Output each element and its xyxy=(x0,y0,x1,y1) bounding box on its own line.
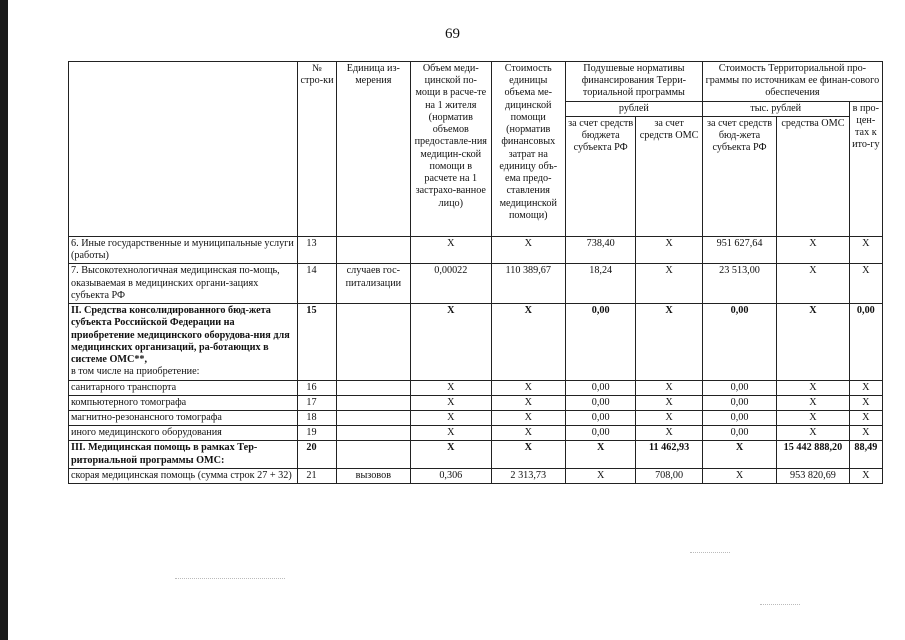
row-cost: Х xyxy=(491,441,565,468)
table-row xyxy=(69,264,883,304)
row-per-capita-oms: Х xyxy=(636,395,702,410)
header-unit: Единица из-мерения xyxy=(336,62,410,237)
header-volume: Объем меди-цинской по-мощи в расче-те на 1 жителя (норматив объемов предоставле-ния медицин-ской помощи в расчете на 1 застрахо-ванное лицо) xyxy=(411,62,491,237)
header-program-cost-unit: тыс. рублей xyxy=(702,101,849,116)
row-percent: 0,00 xyxy=(849,304,882,380)
row-unit: вызовов xyxy=(336,468,410,483)
row-unit xyxy=(336,304,410,380)
row-percent: Х xyxy=(849,380,882,395)
row-program-budget: Х xyxy=(702,441,776,468)
header-row-no: № стро-ки xyxy=(298,62,336,237)
row-name: 7. Высокотехнологичная медицинская по-мощь, оказываемая в медицинских органи-зациях субъекта РФ xyxy=(69,264,298,304)
table-row xyxy=(69,468,883,483)
row-percent: Х xyxy=(849,236,882,263)
row-percent: Х xyxy=(849,426,882,441)
row-volume: Х xyxy=(411,395,491,410)
row-number: 18 xyxy=(298,410,336,425)
header-percent: в про-цен-тах к ито-гу xyxy=(849,101,882,236)
row-name: магнитно-резонансного томографа xyxy=(69,410,298,425)
row-program-oms: 953 820,69 xyxy=(777,468,849,483)
row-unit xyxy=(336,236,410,263)
row-cost: Х xyxy=(491,395,565,410)
row-per-capita-oms: Х xyxy=(636,380,702,395)
row-per-capita-oms: Х xyxy=(636,264,702,304)
row-per-capita-budget: 0,00 xyxy=(565,395,635,410)
row-volume: 0,306 xyxy=(411,468,491,483)
row-percent: Х xyxy=(849,410,882,425)
row-per-capita-budget: 18,24 xyxy=(565,264,635,304)
row-name: 6. Иные государственные и муниципальные услуги (работы) xyxy=(69,236,298,263)
table-row xyxy=(69,441,883,468)
row-unit xyxy=(336,441,410,468)
scan-noise-line xyxy=(760,604,800,606)
row-unit: случаев гос-питализации xyxy=(336,264,410,304)
row-number: 17 xyxy=(298,395,336,410)
row-program-oms: Х xyxy=(777,410,849,425)
row-program-oms: Х xyxy=(777,264,849,304)
row-per-capita-budget: 738,40 xyxy=(565,236,635,263)
row-unit xyxy=(336,380,410,395)
table-body xyxy=(69,236,883,483)
row-volume: Х xyxy=(411,304,491,380)
page-number: 69 xyxy=(445,26,460,42)
table-row xyxy=(69,395,883,410)
row-volume: Х xyxy=(411,380,491,395)
row-name-text: II. Средства консолидированного бюд-жета субъекта Российской Федерации на приобретение медицинского оборудова-ния для медицинских организаций, ра-ботающих в системе ОМС**, xyxy=(71,305,290,366)
row-program-budget: 951 627,64 xyxy=(702,236,776,263)
header-program-cost: Стоимость Территориальной про-граммы по источникам ее финан-сового обеспечения xyxy=(702,62,882,102)
row-cost: Х xyxy=(491,304,565,380)
row-per-capita-budget: 0,00 xyxy=(565,304,635,380)
table-row xyxy=(69,410,883,425)
scan-noise-line xyxy=(175,578,285,580)
row-name: компьютерного томографа xyxy=(69,395,298,410)
row-per-capita-oms: 11 462,93 xyxy=(636,441,702,468)
header-per-capita: Подушевые нормативы финансирования Терри-ториальной программы xyxy=(565,62,702,102)
row-cost: Х xyxy=(491,236,565,263)
row-cost: Х xyxy=(491,380,565,395)
row-unit xyxy=(336,410,410,425)
row-name: III. Медицинская помощь в рамках Тер-риториальной программы ОМС: xyxy=(69,441,298,468)
financing-table xyxy=(68,61,883,484)
row-name: иного медицинского оборудования xyxy=(69,426,298,441)
row-number: 13 xyxy=(298,236,336,263)
page-edge-bar xyxy=(0,0,8,640)
row-name-subtext: в том числе на приобретение: xyxy=(71,366,200,378)
row-cost: Х xyxy=(491,410,565,425)
header-per-capita-unit: рублей xyxy=(565,101,702,116)
row-number: 14 xyxy=(298,264,336,304)
row-volume: Х xyxy=(411,441,491,468)
row-name: скорая медицинская помощь (сумма строк 27 + 32) xyxy=(69,468,298,483)
header-cost: Стоимость единицы объема ме-дицинской помощи (норматив финансовых затрат на единицу объ-ема предо-ставления медицинской помощи) xyxy=(491,62,565,237)
header-program-oms: средства ОМС xyxy=(777,116,849,236)
table-row xyxy=(69,426,883,441)
row-program-budget: 23 513,00 xyxy=(702,264,776,304)
row-volume: Х xyxy=(411,410,491,425)
row-per-capita-oms: Х xyxy=(636,410,702,425)
scan-noise-line xyxy=(690,552,730,554)
row-program-oms: Х xyxy=(777,395,849,410)
table-row xyxy=(69,380,883,395)
row-per-capita-oms: Х xyxy=(636,304,702,380)
row-program-oms: Х xyxy=(777,380,849,395)
row-program-oms: 15 442 888,20 xyxy=(777,441,849,468)
row-percent: Х xyxy=(849,468,882,483)
row-volume: 0,00022 xyxy=(411,264,491,304)
row-percent: Х xyxy=(849,264,882,304)
row-per-capita-oms: Х xyxy=(636,426,702,441)
row-volume: Х xyxy=(411,426,491,441)
row-per-capita-budget: 0,00 xyxy=(565,426,635,441)
row-program-oms: Х xyxy=(777,426,849,441)
row-per-capita-budget: 0,00 xyxy=(565,380,635,395)
row-per-capita-oms: Х xyxy=(636,236,702,263)
row-program-budget: Х xyxy=(702,468,776,483)
row-program-oms: Х xyxy=(777,304,849,380)
row-number: 20 xyxy=(298,441,336,468)
row-program-budget: 0,00 xyxy=(702,395,776,410)
row-number: 16 xyxy=(298,380,336,395)
table-row xyxy=(69,304,883,380)
header-per-capita-budget: за счет средств бюджета субъекта РФ xyxy=(565,116,635,236)
row-cost: Х xyxy=(491,426,565,441)
row-unit xyxy=(336,395,410,410)
table-row xyxy=(69,236,883,263)
row-per-capita-budget: 0,00 xyxy=(565,410,635,425)
row-number: 19 xyxy=(298,426,336,441)
row-cost: 110 389,67 xyxy=(491,264,565,304)
row-per-capita-budget: Х xyxy=(565,468,635,483)
row-volume: Х xyxy=(411,236,491,263)
row-per-capita-budget: Х xyxy=(565,441,635,468)
header-program-budget: за счет средств бюд-жета субъекта РФ xyxy=(702,116,776,236)
row-per-capita-oms: 708,00 xyxy=(636,468,702,483)
row-program-budget: 0,00 xyxy=(702,426,776,441)
row-name: санитарного транспорта xyxy=(69,380,298,395)
row-program-oms: Х xyxy=(777,236,849,263)
row-cost: 2 313,73 xyxy=(491,468,565,483)
row-name xyxy=(69,304,298,380)
row-program-budget: 0,00 xyxy=(702,410,776,425)
row-program-budget: 0,00 xyxy=(702,380,776,395)
row-number: 15 xyxy=(298,304,336,380)
row-unit xyxy=(336,426,410,441)
row-program-budget: 0,00 xyxy=(702,304,776,380)
row-number: 21 xyxy=(298,468,336,483)
row-percent: Х xyxy=(849,395,882,410)
row-percent: 88,49 xyxy=(849,441,882,468)
header-name xyxy=(69,62,298,237)
header-per-capita-oms: за счет средств ОМС xyxy=(636,116,702,236)
